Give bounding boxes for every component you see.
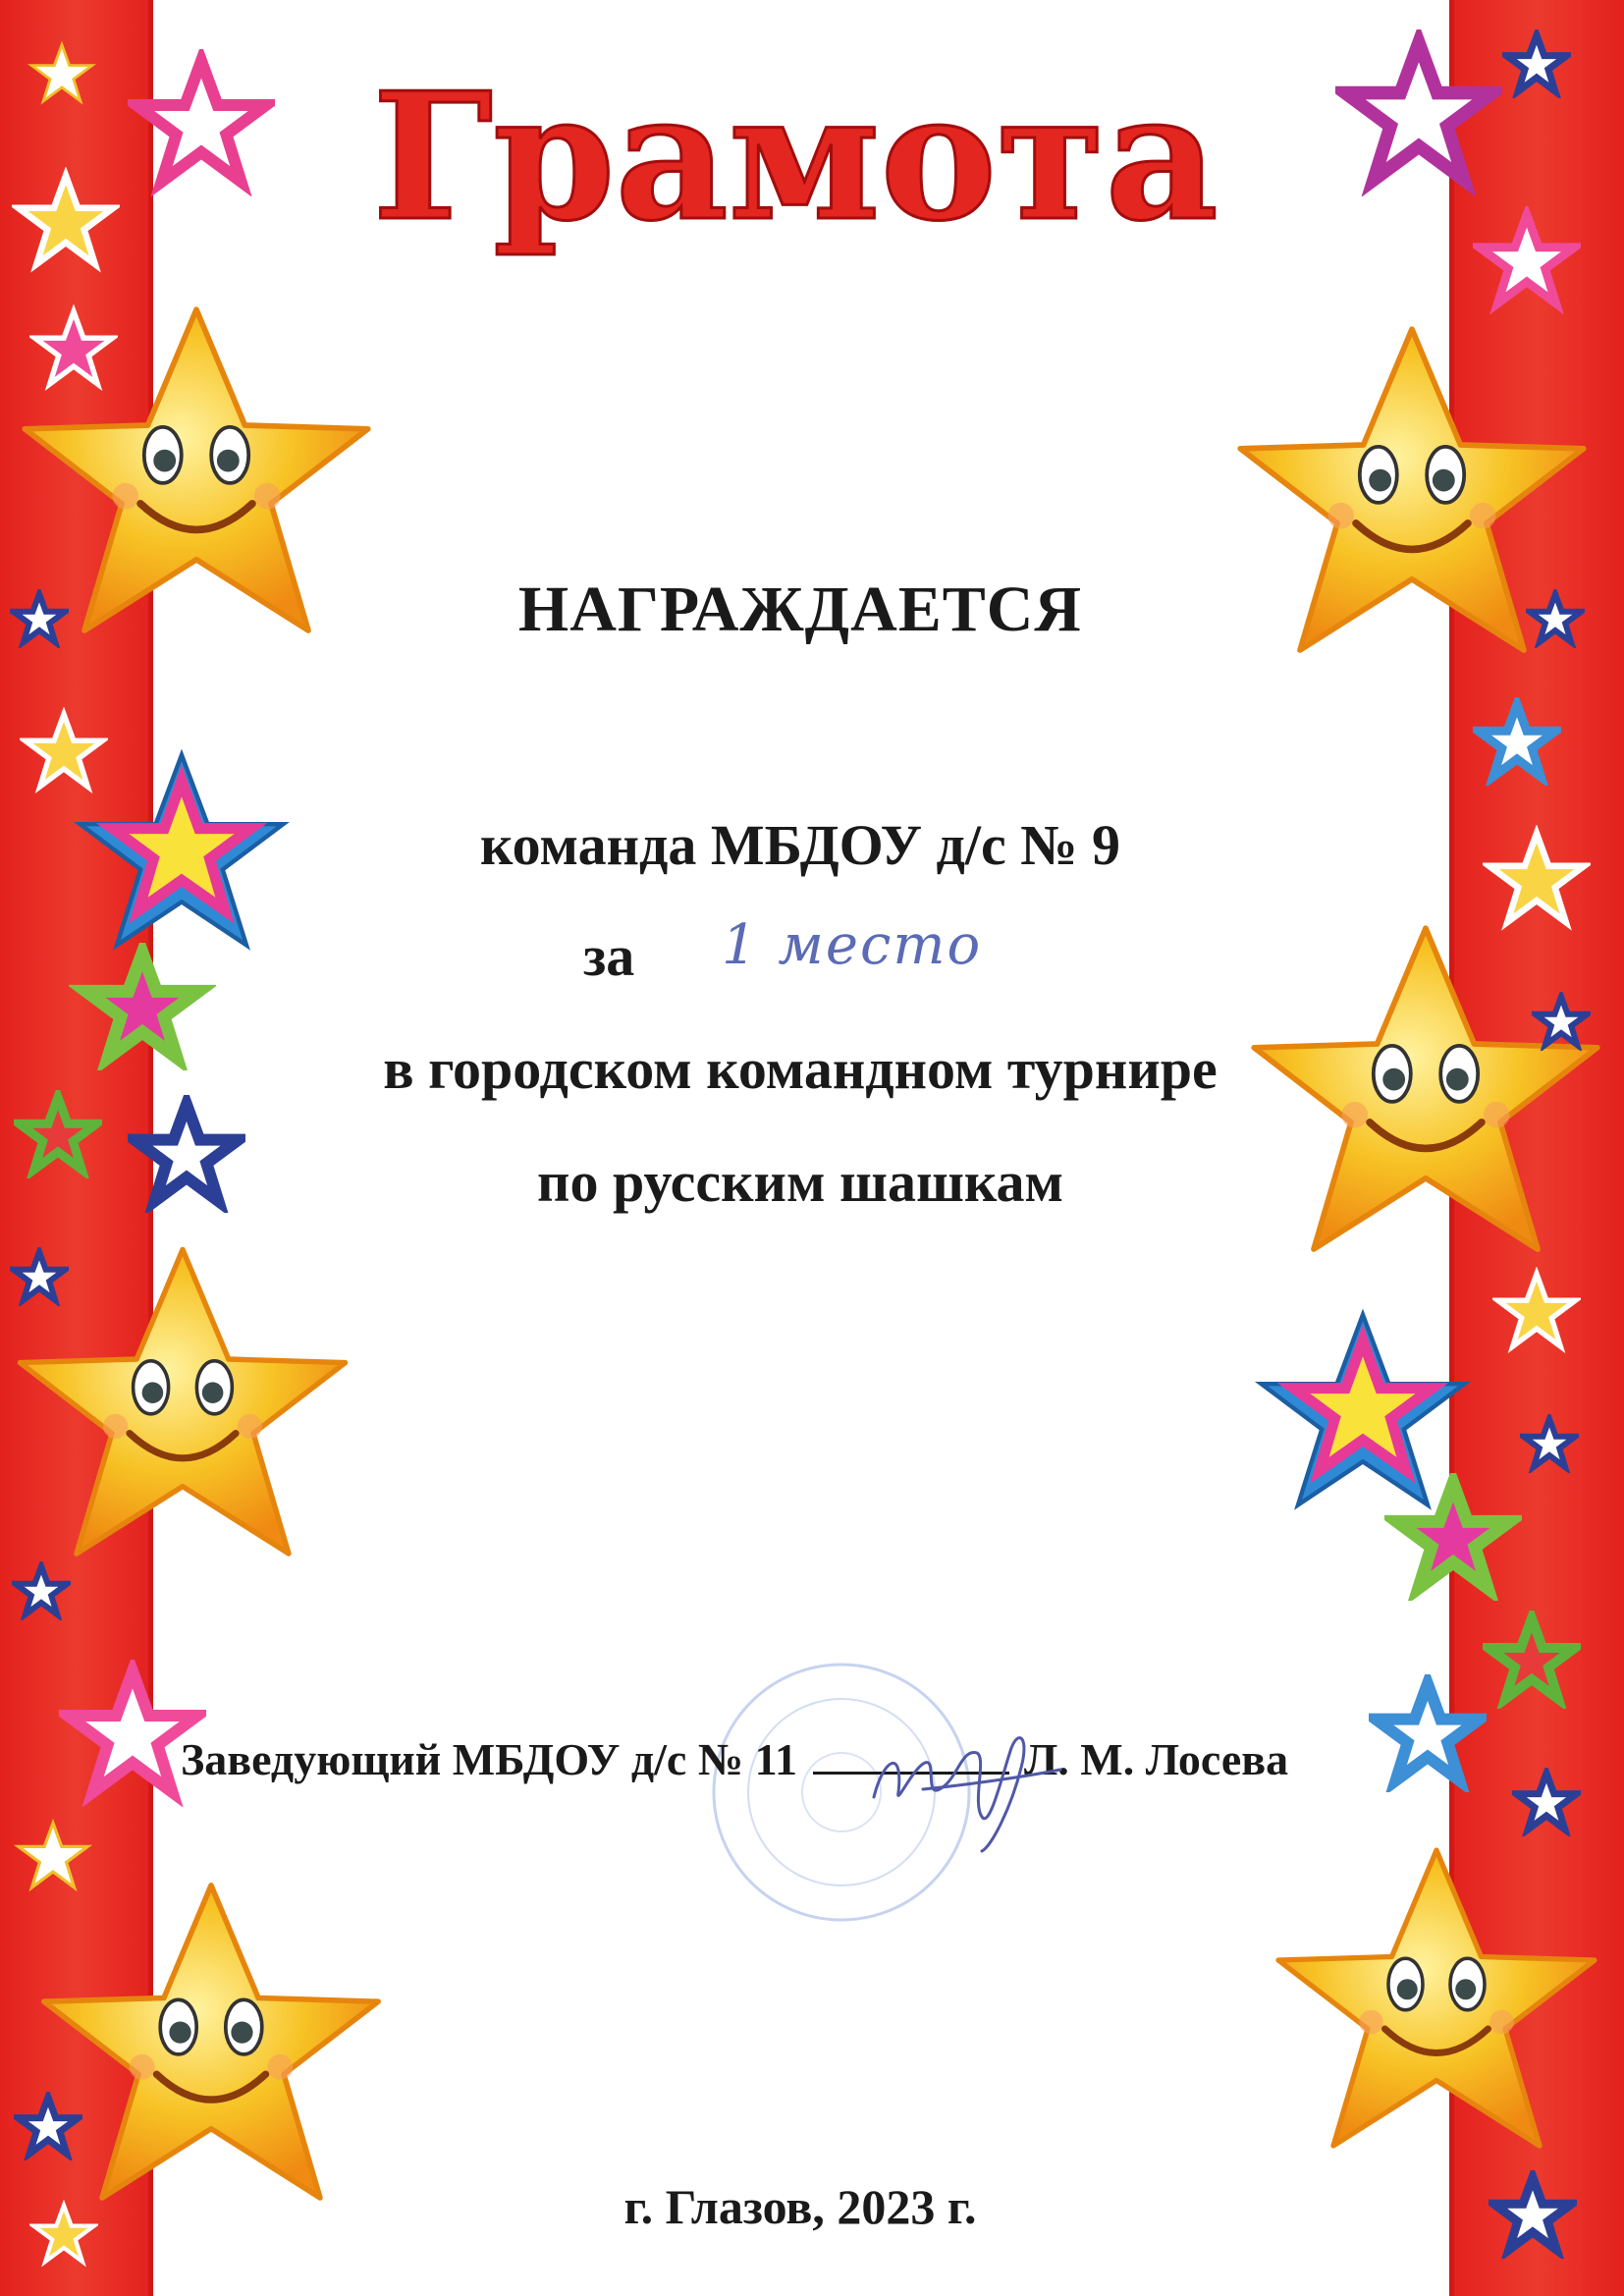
blue-star-icon (1512, 1768, 1581, 1836)
title-text: Грамота (372, 61, 1218, 257)
green-star-icon (1384, 1473, 1522, 1601)
pink-star-icon (1473, 206, 1581, 314)
blue-star-icon (1473, 697, 1561, 786)
laughing-star-icon (1239, 913, 1612, 1286)
blue-star-icon (1369, 1674, 1487, 1792)
pink-star-icon (128, 49, 275, 196)
blue-star-icon (128, 1095, 245, 1213)
white-star-icon (27, 39, 96, 108)
blue-star-icon (1532, 992, 1591, 1051)
event-line-2: по русским шашкам (537, 1150, 1063, 1214)
white-star-icon (14, 1817, 92, 1895)
pink-star-icon (29, 304, 118, 393)
blue-star-icon (1502, 29, 1571, 98)
blue-star-icon (10, 589, 69, 648)
signatory-title: Заведующий МБДОУ д/с № 11 (181, 1734, 798, 1784)
handwritten-place: 1 место (722, 913, 983, 977)
handwritten-signature (864, 1709, 1070, 1856)
place-and-date: г. Глазов, 2023 г. (623, 2179, 977, 2234)
pink-star-icon (1335, 29, 1502, 196)
green-star-icon (69, 943, 216, 1070)
blue-star-icon (1526, 589, 1585, 648)
white-star-icon (29, 2200, 98, 2269)
blue-star-icon (1520, 1414, 1579, 1473)
signature-row (181, 1733, 1288, 1785)
pink-star-icon (59, 1660, 206, 1807)
signatory-name: Л. М. Лосева (1024, 1734, 1289, 1784)
blue-star-icon (10, 1247, 69, 1306)
green-star-icon (14, 1090, 102, 1178)
happy-star-icon (1265, 1836, 1608, 2180)
blue-star-icon (1489, 2170, 1577, 2259)
for-prefix: за (583, 924, 635, 988)
recipient-line: команда МБДОУ д/с № 9 (479, 813, 1121, 877)
white-star-icon (12, 167, 120, 275)
blue-star-icon (12, 1561, 71, 1620)
awarded-heading: НАГРАЖДАЕТСЯ (517, 574, 1083, 645)
laughing-star-icon (29, 1871, 393, 2234)
event-line-1: в городском командном турнире (383, 1037, 1218, 1101)
blue-star-icon (59, 746, 304, 962)
blue-star-icon (14, 2092, 82, 2160)
white-star-icon (1492, 1267, 1581, 1355)
green-star-icon (1483, 1611, 1581, 1709)
white-star-icon (1483, 825, 1591, 933)
certificate-title (324, 61, 1267, 257)
